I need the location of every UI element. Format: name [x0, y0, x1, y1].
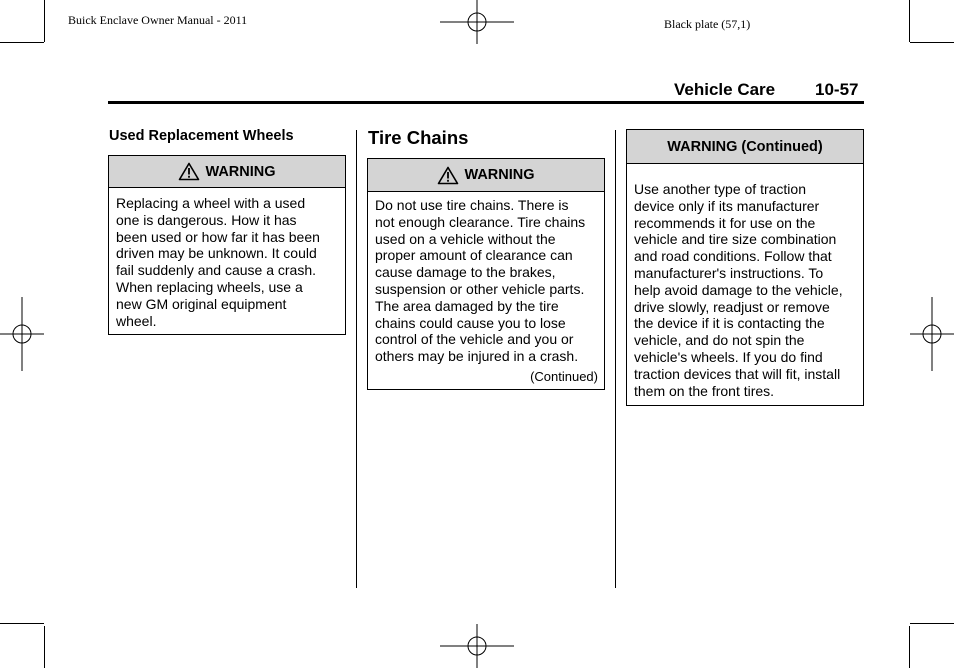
column-divider-1	[356, 130, 357, 588]
warning-title: WARNING (Continued)	[667, 138, 823, 155]
warning-line: driven may be unknown. It could	[116, 245, 317, 262]
warning-line: wheel.	[116, 312, 157, 329]
section-name: Vehicle Care	[674, 80, 776, 99]
continued-label: (Continued)	[530, 368, 598, 384]
warning-line: Do not use tire chains. There is	[375, 197, 569, 213]
warning-line: control of the vehicle and you or	[375, 331, 574, 348]
registration-mark-left-icon	[0, 297, 44, 371]
warning-line: device only if its manufacturer	[634, 197, 820, 214]
warning-line: vehicle and tire size combination	[634, 231, 837, 248]
warning-line: been used or how far it has been	[116, 228, 320, 245]
warning-line: chains could cause you to lose	[375, 314, 566, 331]
warning-line: the device if it is contacting the	[634, 315, 825, 332]
warning-line: The area damaged by the tire	[375, 297, 559, 314]
warning-line: traction devices that will fit, install	[634, 365, 841, 382]
warning-line: fail suddenly and cause a crash.	[116, 262, 317, 279]
warning-line: used on a vehicle without the	[375, 230, 556, 247]
warning-line: one is dangerous. How it has	[116, 211, 297, 228]
warning-line: recommends it for use on the	[634, 214, 816, 231]
warning-line: manufacturer's instructions. To	[634, 264, 824, 281]
header-rule	[108, 101, 864, 104]
print-header-manual-title: Buick Enclave Owner Manual - 2011	[68, 13, 248, 27]
warning-line: cause damage to the brakes,	[375, 264, 556, 281]
warning-line: vehicle, and do not spin the	[634, 332, 805, 349]
warning-title: WARNING	[205, 163, 276, 180]
warning-triangle-icon	[437, 166, 459, 185]
warning-box-used-wheels	[108, 155, 346, 335]
warning-line: drive slowly, readjust or remove	[634, 298, 830, 315]
warning-line: others may be injured in a crash.	[375, 348, 579, 365]
registration-mark-top-icon	[440, 0, 514, 44]
page-number: 10-57	[815, 80, 859, 99]
warning-box-tire-chains	[367, 158, 605, 390]
print-header-plate: Black plate (57,1)	[664, 17, 751, 31]
warning-text	[627, 164, 863, 399]
warning-line: them on the front tires.	[634, 382, 775, 399]
warning-line: and road conditions. Follow that	[634, 248, 832, 265]
warning-line: When replacing wheels, use a	[116, 278, 303, 295]
warning-triangle-icon	[178, 162, 200, 181]
warning-text	[109, 188, 345, 329]
warning-line: new GM original equipment	[116, 295, 287, 312]
section-title-tire-chains: Tire Chains	[368, 127, 469, 148]
warning-line: proper amount of clearance can	[375, 247, 573, 264]
warning-title: WARNING	[464, 167, 535, 183]
warning-line: vehicle's wheels. If you do find	[634, 348, 823, 365]
subsection-title: Used Replacement Wheels	[109, 128, 294, 144]
registration-mark-right-icon	[910, 297, 954, 371]
warning-header	[109, 156, 345, 188]
warning-box-continued	[626, 129, 864, 406]
warning-line: suspension or other vehicle parts.	[375, 280, 585, 297]
warning-header	[368, 159, 604, 192]
warning-text	[368, 192, 604, 365]
warning-header	[627, 130, 863, 164]
warning-line: Replacing a wheel with a used	[116, 195, 306, 211]
column-divider-2	[615, 130, 616, 588]
warning-line: Use another type of traction	[634, 181, 806, 197]
warning-line: not enough clearance. Tire chains	[375, 213, 586, 230]
registration-mark-bottom-icon	[440, 624, 514, 668]
warning-line: help avoid damage to the vehicle,	[634, 281, 843, 298]
